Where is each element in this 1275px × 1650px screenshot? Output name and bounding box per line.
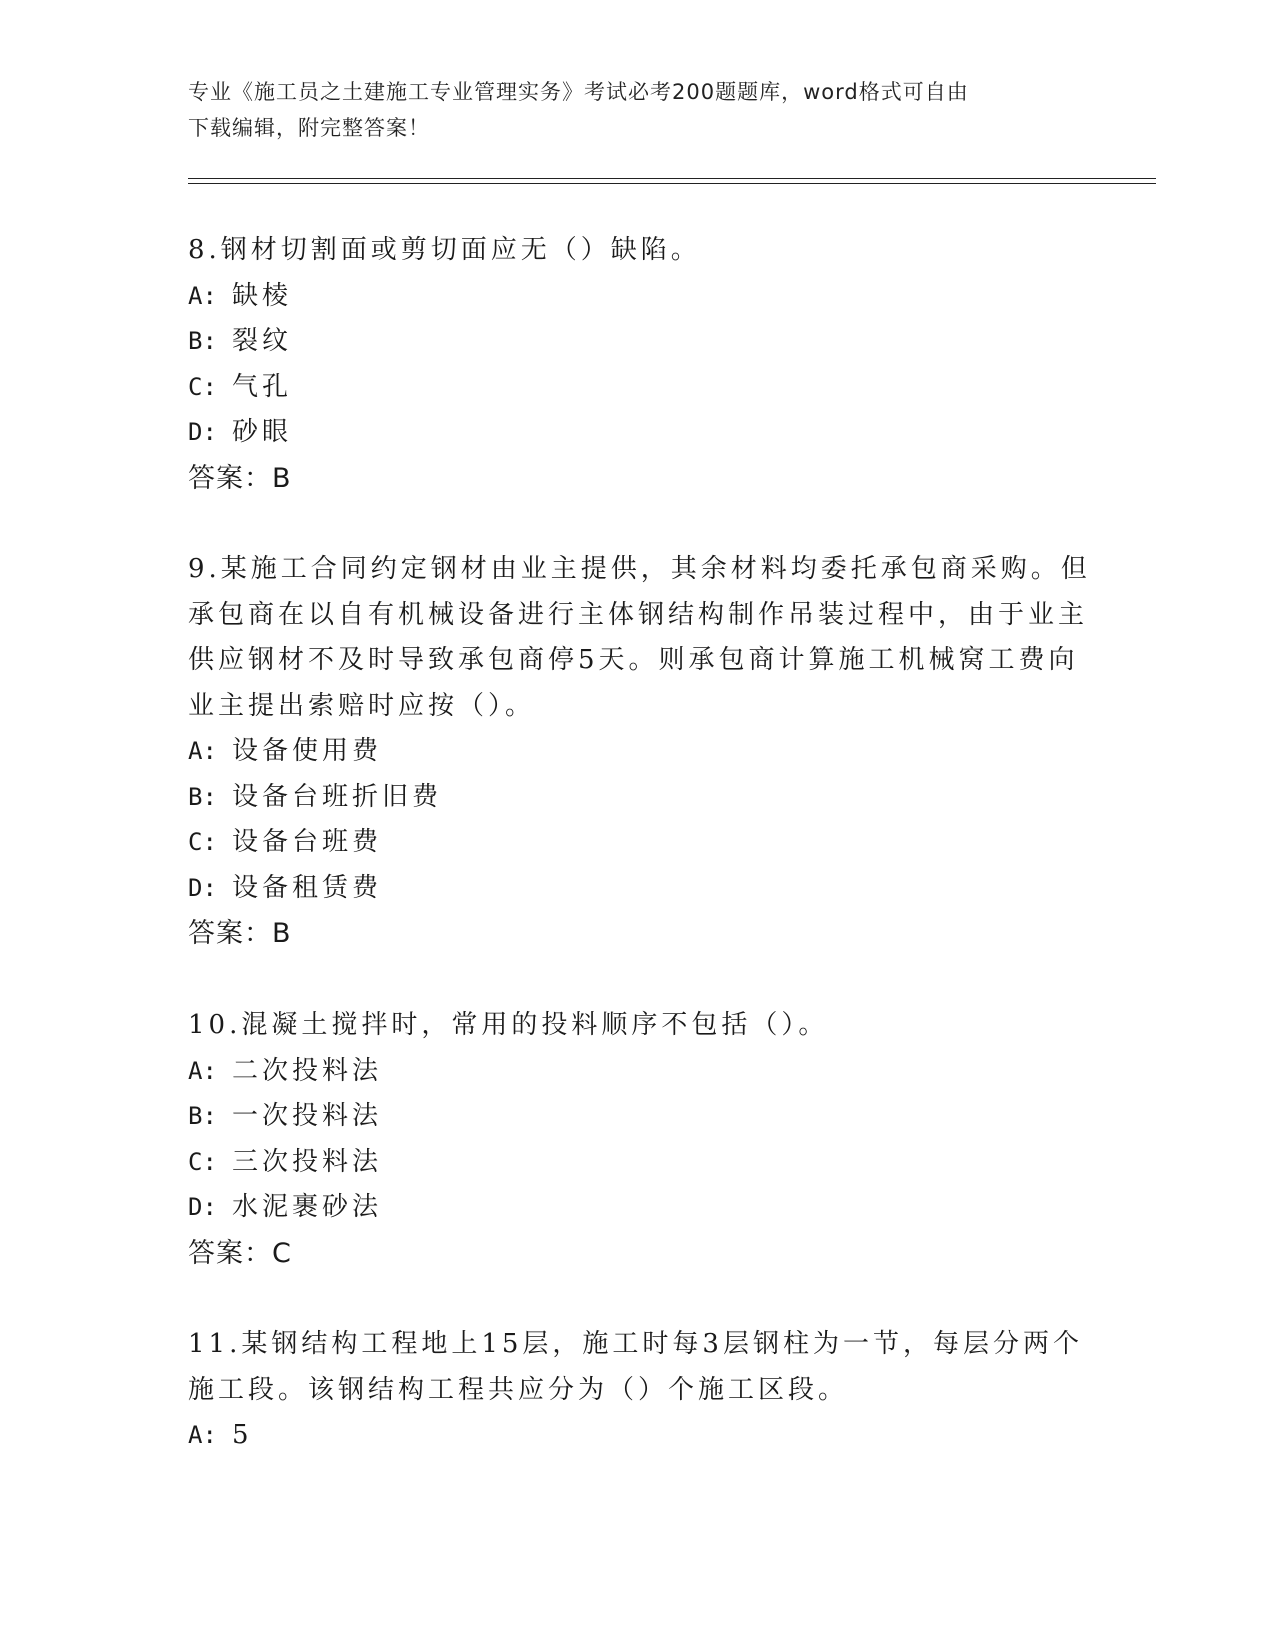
option-text: 设备台班费 (232, 827, 383, 857)
option-text: 5 (232, 1420, 253, 1450)
option-text: 砂眼 (232, 417, 293, 447)
header-divider-bottom (188, 183, 1156, 184)
option-text: 二次投料法 (232, 1055, 383, 1086)
option-text: 缺棱 (232, 280, 293, 311)
option-d (188, 1185, 1068, 1231)
option-key: A: (188, 1421, 217, 1449)
option-a (188, 729, 1068, 775)
option-a (188, 274, 1068, 320)
option-b (188, 319, 1068, 365)
question-stem: 10.混凝土搅拌时，常用的投料顺序不包括（）。 (188, 1010, 829, 1040)
option-text: 设备租赁费 (232, 872, 383, 903)
option-key: D: (188, 1193, 217, 1221)
option-text: 水泥裹砂法 (232, 1192, 383, 1222)
option-text: 三次投料法 (232, 1146, 383, 1177)
question-stem: 8.钢材切割面或剪切面应无（）缺陷。 (188, 235, 701, 265)
document-header (188, 74, 1068, 146)
option-key: C: (188, 1147, 217, 1176)
option-c (188, 1140, 1068, 1186)
option-key: B: (188, 1102, 217, 1130)
option-a (188, 1413, 1068, 1459)
question-stem: 11.某钢结构工程地上15层，施工时每3层钢柱为一节，每层分两个 (188, 1329, 1083, 1359)
option-key: B: (188, 327, 217, 355)
answer-line: 答案：B (188, 918, 292, 949)
header-line-2: 下载编辑，附完整答案！ (188, 116, 430, 140)
header-divider-top (188, 178, 1156, 179)
option-text: 一次投料法 (232, 1101, 383, 1131)
option-key: B: (188, 782, 217, 811)
question-stem: 9.某施工合同约定钢材由业主提供，其余材料均委托承包商采购。但 (188, 554, 1091, 584)
option-d (188, 866, 1068, 912)
question-9 (188, 547, 1091, 957)
option-text: 设备使用费 (232, 736, 383, 766)
question-8 (188, 228, 1068, 501)
option-c (188, 365, 1068, 411)
answer-line: 答案：C (188, 1237, 292, 1269)
question-stem: 施工段。该钢结构工程共应分为（）个施工区段。 (188, 1374, 849, 1405)
question-11 (188, 1322, 1083, 1459)
option-key: D: (188, 418, 217, 446)
option-key: C: (188, 372, 217, 401)
option-key: A: (188, 737, 217, 765)
option-text: 裂纹 (232, 326, 293, 356)
answer-line: 答案：B (188, 462, 292, 494)
header-line-1: 专业《施工员之土建施工专业管理实务》考试必考200题题库，word格式可自由 (188, 80, 969, 104)
option-b (188, 1094, 1068, 1140)
option-key: A: (188, 1056, 217, 1085)
option-d (188, 410, 1068, 456)
option-key: A: (188, 281, 217, 310)
option-a (188, 1049, 1068, 1095)
question-stem: 供应钢材不及时导致承包商停5天。则承包商计算施工机械窝工费向 (188, 645, 1079, 675)
option-c (188, 820, 1068, 866)
question-10 (188, 1003, 1068, 1276)
option-key: C: (188, 828, 217, 856)
option-b (188, 775, 1068, 821)
question-stem: 承包商在以自有机械设备进行主体钢结构制作吊装过程中，由于业主 (188, 599, 1089, 630)
option-text: 气孔 (232, 371, 293, 402)
option-text: 设备台班折旧费 (232, 781, 443, 812)
option-key: D: (188, 873, 217, 902)
question-stem: 业主提出索赔时应按（）。 (188, 690, 536, 721)
